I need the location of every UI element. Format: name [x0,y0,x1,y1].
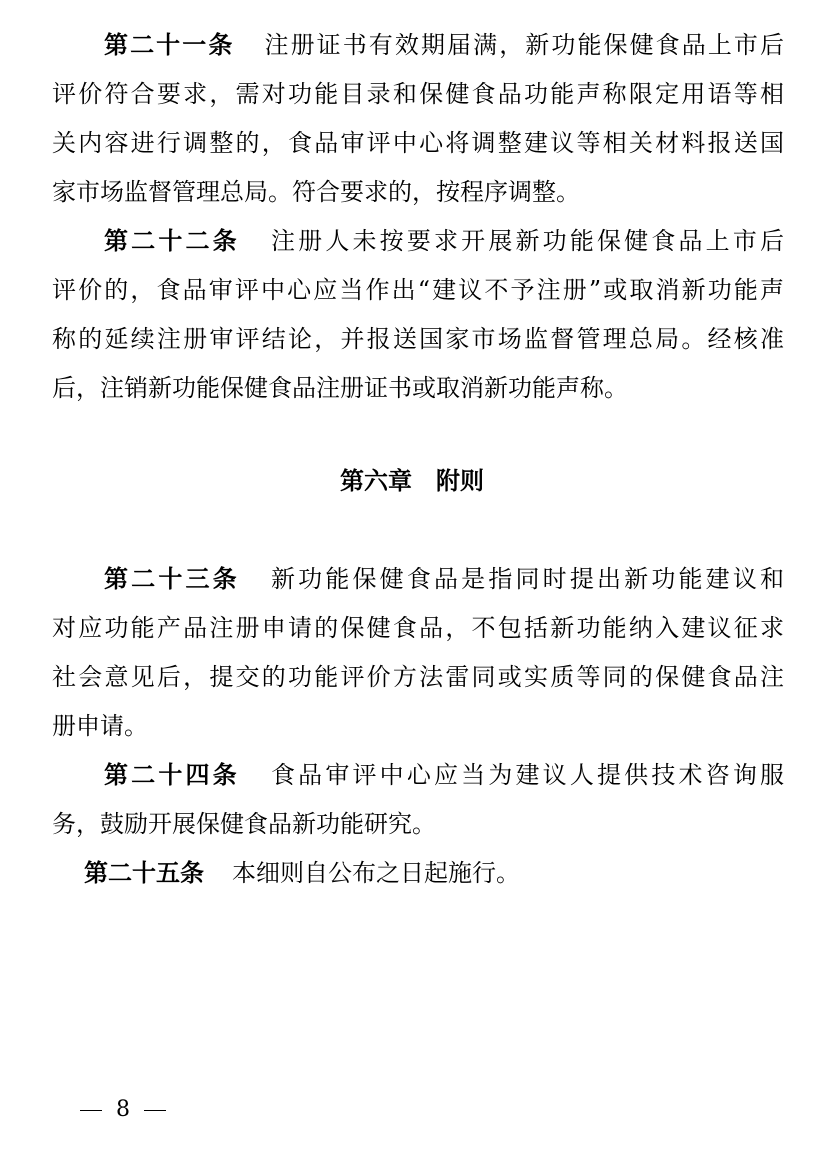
page-number [80,1096,166,1124]
article-heading: 第二十一条 [104,31,235,59]
article-23-line-2: 对应功能产品注册申请的保健食品，不包括新功能纳入建议征求 [52,614,784,642]
page-number-value: 8 [116,1097,130,1122]
article-24-line-1 [104,760,784,790]
article-22-line-1 [104,226,784,256]
article-text: 注册证书有效期届满，新功能保健食品上市后 [262,31,785,59]
article-23-line-3: 社会意见后，提交的功能评价方法雷同或实质等同的保健食品注 [52,663,784,691]
article-21-line-3: 关内容进行调整的，食品审评中心将调整建议等相关材料报送国 [52,129,784,157]
dash-left [80,1110,102,1111]
article-21-line-4: 家市场监督管理总局。符合要求的，按程序调整。 [52,178,580,206]
article-25-line-1 [84,858,784,888]
article-21-line-2: 评价符合要求，需对功能目录和保健食品功能声称限定用语等相 [52,80,784,108]
article-heading: 第二十四条 [104,761,240,789]
article-text: 注册人未按要求开展新功能保健食品上市后 [267,227,785,255]
article-text: 新功能保健食品是指同时提出新功能建议和 [267,565,785,593]
article-22-line-4: 后，注销新功能保健食品注册证书或取消新功能声称。 [52,374,628,402]
article-text: 食品审评中心应当为建议人提供技术咨询服 [267,761,785,789]
chapter-heading [0,466,824,496]
article-24-line-2: 务，鼓励开展保健食品新功能研究。 [52,810,436,838]
article-22-line-2: 评价的，食品审评中心应当作出“建议不予注册”或取消新功能声 [52,276,784,304]
dash-right [144,1110,166,1111]
article-23-line-4: 册申请。 [52,712,148,740]
article-23-line-1 [104,564,784,594]
article-heading: 第二十二条 [104,227,240,255]
article-22-line-3: 称的延续注册审评结论，并报送国家市场监督管理总局。经核准 [52,325,784,353]
chapter-number: 第六章 [340,467,412,495]
article-heading: 第二十三条 [104,565,240,593]
article-heading: 第二十五条 [84,859,204,887]
chapter-title: 附则 [436,467,484,495]
article-21-line-1 [104,30,784,60]
article-text: 本细则自公布之日起施行。 [232,859,520,887]
